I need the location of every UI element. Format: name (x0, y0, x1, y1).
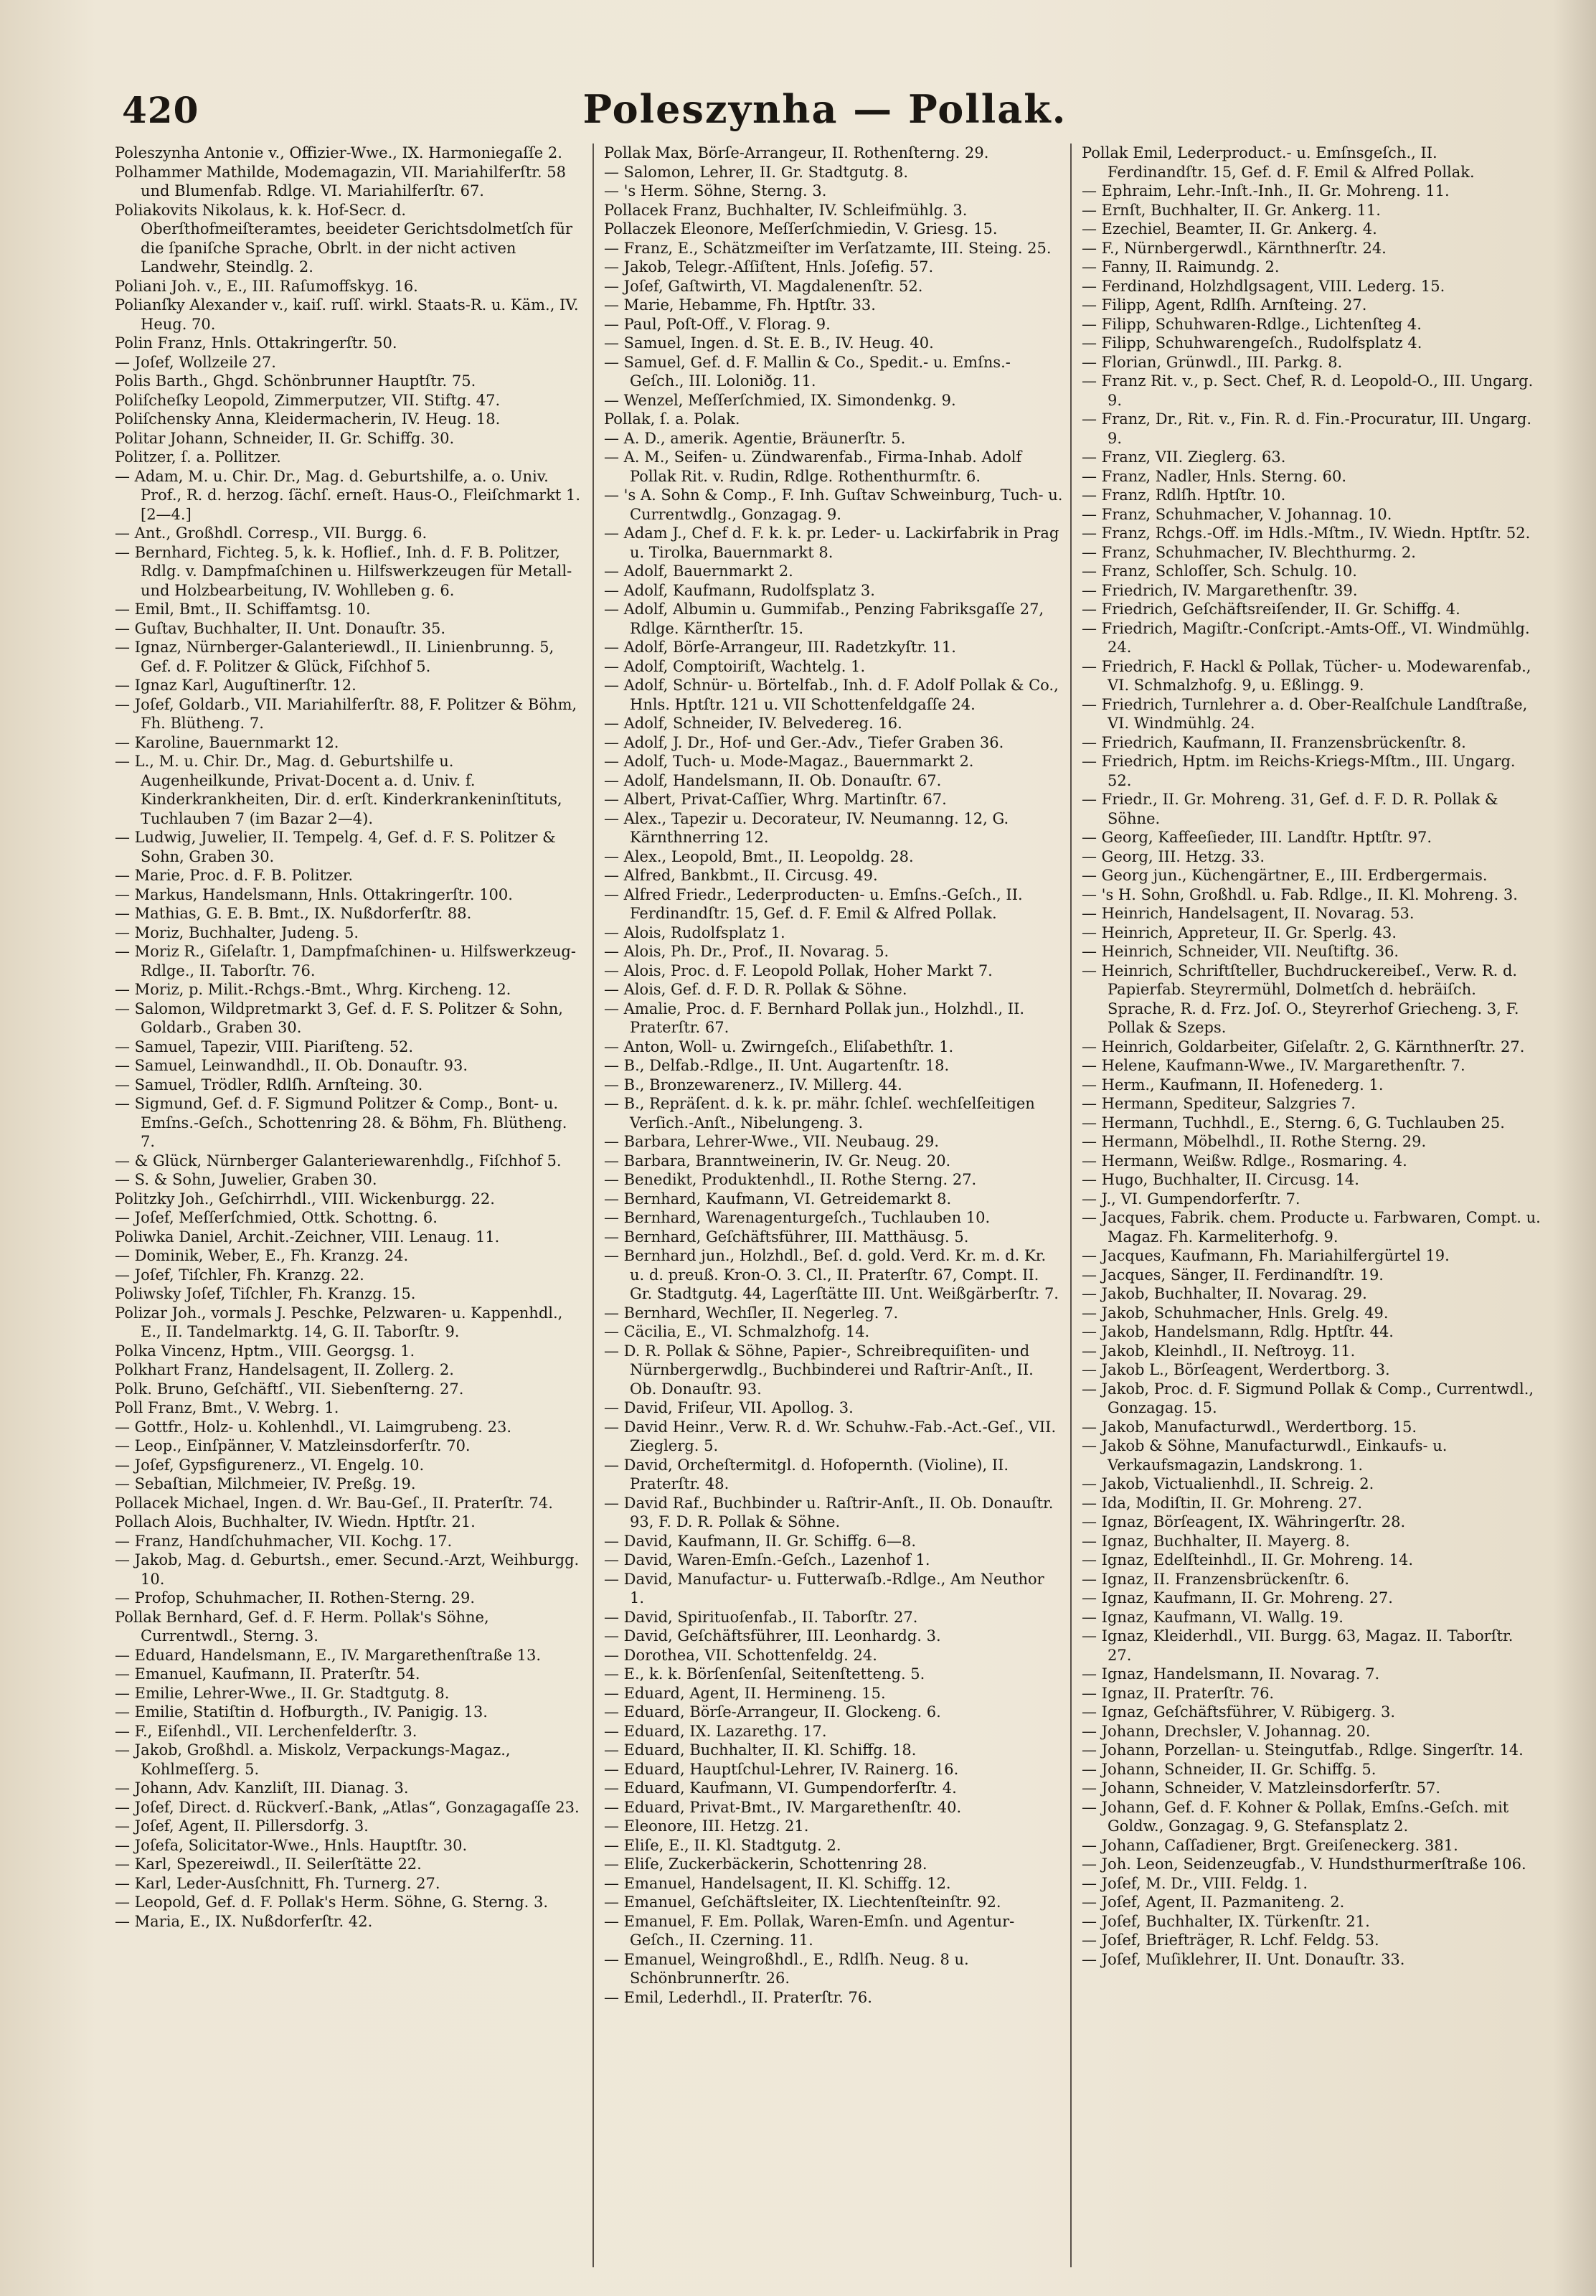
directory-entry: — Franz, Schloſſer, Sch. Schulg. 10. (1082, 563, 1357, 580)
directory-entry: — Barbara, Lehrer-Wwe., VII. Neubaug. 29. (604, 1133, 940, 1150)
directory-entry: — Emil, Bmt., II. Schiffamtsg. 10. (115, 601, 371, 618)
directory-entry: — Jakob, Schuhmacher, Hnls. Grelg. 49. (1082, 1304, 1389, 1322)
directory-entry: — Florian, Grünwdl., III. Parkg. 8. (1082, 353, 1343, 371)
directory-entry: — Ignaz, Edelſteinhdl., II. Gr. Mohreng. 14. (1082, 1551, 1414, 1568)
directory-entry: — Joſef, Agent, II. Pillersdorfg. 3. (115, 1817, 369, 1835)
page-number: 420 (122, 89, 199, 131)
directory-entry: — Adolf, Albumin u. Gummifab., Penzing Fabriksgaſſe 27, Rdlge. Kärntherſtr. 15. (604, 601, 1044, 637)
directory-entry: Poliwka Daniel, Archit.-Zeichner, VIII. Lenaug. 11. (115, 1228, 500, 1246)
directory-entry: — Friedrich, Turnlehrer a. d. Ober-Realſchule Landſtraße, VI. Windmühlg. 24. (1082, 695, 1528, 732)
directory-entry: — Franz, VII. Zieglerg. 63. (1082, 448, 1286, 466)
directory-entry: — Bernhard jun., Holzhdl., Beſ. d. gold. Verd. Kr. m. d. Kr. u. d. preuß. Kron-O. 3. Cl., II. Praterſtr. 67, Compt. II. Gr. Stadtgutg. 44, Lagerſtätte III. Unt. Weißgärberſtr. 7. (604, 1247, 1059, 1302)
directory-entry: — Joſef, Wollzeile 27. (115, 353, 276, 371)
directory-entry: — Adolf, Comptoiriſt, Wachtelg. 1. (604, 657, 866, 675)
directory-entry: Polkhart Franz, Handelsagent, II. Zollerg. 2. (115, 1361, 454, 1378)
directory-entry: — B., Repräſent. d. k. k. pr. mähr. ſchleſ. wechſelſeitigen Verſich.-Anſt., Nibelungeng. 3. (604, 1095, 1035, 1131)
directory-entry: — Hermann, Weißw. Rdlge., Rosmaring. 4. (1082, 1152, 1407, 1170)
directory-entry: — Ferdinand, Holzhdlgsagent, VIII. Lederg. 15. (1082, 277, 1445, 295)
directory-entry: — Alois, Rudolfsplatz 1. (604, 923, 785, 941)
directory-entry: Polianſky Alexander v., kaiſ. ruſſ. wirkl. Staats-R. u. Käm., IV. Heug. 70. (115, 296, 579, 333)
directory-entry: Polis Barth., Ghgd. Schönbrunner Hauptſtr. 75. (115, 372, 476, 390)
directory-entry: — Jacques, Fabrik. chem. Producte u. Farbwaren, Compt. u. Magaz. Fh. Karmeliterhofg. 9. (1082, 1209, 1541, 1246)
directory-entry: — Eduard, Hauptſchul-Lehrer, IV. Rainerg. 16. (604, 1760, 959, 1778)
directory-entry: — Ernſt, Buchhalter, II. Gr. Ankerg. 11. (1082, 201, 1381, 219)
directory-entry: — J., VI. Gumpendorferſtr. 7. (1082, 1190, 1300, 1208)
directory-entry: — Samuel, Gef. d. F. Mallin & Co., Spedit.- u. Emſns.-Geſch., III. Loloniðg. 11. (604, 353, 1011, 390)
directory-entry: — D. R. Pollak & Söhne, Papier-, Schreibrequiſiten- und Nürnbergerwdlg., Buchbinderei und Raſtrir-Anſt., II. Ob. Donauſtr. 93. (604, 1342, 1034, 1398)
directory-entry: — Emanuel, Kaufmann, II. Praterſtr. 54. (115, 1665, 420, 1683)
directory-entry: Politar Johann, Schneider, II. Gr. Schiffg. 30. (115, 429, 455, 447)
directory-entry: — Joſef, Buchhalter, IX. Türkenſtr. 21. (1082, 1912, 1370, 1930)
directory-entry: — B., Bronzewarenerz., IV. Millerg. 44. (604, 1076, 902, 1093)
directory-entry: — Eliſe, E., II. Kl. Stadtgutg. 2. (604, 1836, 841, 1854)
directory-entry: — David, Manufactur- u. Futterwaſb.-Rdlge., Am Neuthor 1. (604, 1570, 1044, 1606)
directory-entry: — Cäcilia, E., VI. Schmalzhofg. 14. (604, 1323, 870, 1340)
directory-entry: — Bernhard, Warenagenturgeſch., Tuchlauben 10. (604, 1209, 991, 1226)
directory-entry: — Emanuel, F. Em. Pollak, Waren-Emſn. und Agentur-Geſch., II. Czerning. 11. (604, 1912, 1015, 1949)
directory-entry: — Karl, Leder-Ausſchnitt, Fh. Turnerg. 27. (115, 1874, 440, 1892)
directory-entry: — Friedrich, Magiſtr.-Conſcript.-Amts-Off., VI. Windmühlg. 24. (1082, 619, 1530, 656)
directory-entry: — Franz, Dr., Rit. v., Fin. R. d. Fin.-Procuratur, III. Ungarg. 9. (1082, 410, 1532, 447)
column-right (1070, 144, 1548, 2267)
directory-entry: Poliſchensky Anna, Kleidermacherin, IV. Heug. 18. (115, 410, 501, 428)
directory-entry: Pollach Alois, Buchhalter, IV. Wiedn. Hptſtr. 21. (115, 1513, 476, 1530)
directory-entry: — Wenzel, Meſſerſchmied, IX. Simondenkg. 9. (604, 391, 956, 409)
directory-entry: Pollacek Franz, Buchhalter, IV. Schleifmühlg. 3. (604, 201, 968, 219)
directory-entry: — Friedrich, Geſchäftsreiſender, II. Gr. Schiffg. 4. (1082, 601, 1460, 618)
directory-entry: — Ezechiel, Beamter, II. Gr. Ankerg. 4. (1082, 220, 1377, 237)
directory-entry: — Heinrich, Goldarbeiter, Giſelaſtr. 2, G. Kärnthnerſtr. 27. (1082, 1038, 1525, 1055)
directory-entry: — Ignaz, Kaufmann, II. Gr. Mohreng. 27. (1082, 1589, 1393, 1606)
directory-entry: — Eduard, Kaufmann, VI. Gumpendorferſtr. 4. (604, 1779, 957, 1797)
directory-entry: — Mathias, G. E. B. Bmt., IX. Nußdorferſtr. 88. (115, 905, 472, 922)
directory-entry: — Leop., Einſpänner, V. Matzleinsdorferſtr. 70. (115, 1437, 471, 1454)
directory-entry: Poleszynha Antonie v., Offizier-Wwe., IX. Harmoniegaſſe 2. (115, 144, 562, 161)
directory-entry: — David Raf., Buchbinder u. Raſtrir-Anſt., II. Ob. Donauſtr. 93, F. D. R. Pollak & Söhne. (604, 1494, 1054, 1530)
directory-entry: — Joſef, Gaſtwirth, VI. Magdalenenſtr. 52. (604, 277, 923, 295)
directory-entry: — Jakob L., Börſeagent, Werdertborg. 3. (1082, 1361, 1390, 1378)
directory-entry: — Joſef, Meſſerſchmied, Ottk. Schottng. 6. (115, 1209, 438, 1226)
directory-entry: — Hermann, Möbelhdl., II. Rothe Sterng. 29. (1082, 1133, 1427, 1150)
directory-entry: — Salomon, Wildpretmarkt 3, Gef. d. F. S. Politzer & Sohn, Goldarb., Graben 30. (115, 999, 563, 1036)
directory-entry: — Bernhard, Fichteg. 5, k. k. Hoflief., Inh. d. F. B. Politzer, Rdlg. v. Dampfmaſchinen u. Hilfswerkzeugen für Metall- und Holzbearbeitung, IV. Wohlleben g. 6. (115, 543, 572, 599)
directory-entry: — Adolf, Schnür- u. Börtelfab., Inh. d. F. Adolf Pollak & Co., Hnls. Hptſtr. 121 u. VII Schottenfeldgaſſe 24. (604, 677, 1059, 713)
directory-entry: — Franz, Nadler, Hnls. Sterng. 60. (1082, 467, 1346, 485)
directory-entry: — Georg, Kaffeeſieder, III. Landſtr. Hptſtr. 97. (1082, 829, 1432, 846)
directory-entry: — Filipp, Agent, Rdlſh. Arnſteing. 27. (1082, 296, 1367, 314)
directory-entry: — Heinrich, Appreteur, II. Gr. Sperlg. 43. (1082, 923, 1397, 941)
directory-entry: — Alois, Proc. d. F. Leopold Pollak, Hoher Markt 7. (604, 961, 993, 979)
directory-entry: — Jacques, Kaufmann, Fh. Mariahilfergürtel 19. (1082, 1247, 1450, 1264)
directory-entry: — Filipp, Schuhwaren-Rdlge., Lichtenſteg 4. (1082, 315, 1422, 333)
directory-entry: — Ignaz, II. Franzensbrückenſtr. 6. (1082, 1570, 1350, 1588)
directory-entry: Polin Franz, Hnls. Ottakringerſtr. 50. (115, 334, 397, 352)
directory-entry: — Jakob, Victualienhdl., II. Schreig. 2. (1082, 1475, 1374, 1492)
directory-entry: — Friedrich, Kaufmann, II. Franzensbrückenſtr. 8. (1082, 733, 1466, 751)
directory-entry: — Ignaz, II. Praterſtr. 76. (1082, 1684, 1275, 1702)
directory-entry: — & Glück, Nürnberger Galanteriewarenhdlg., Fiſchhof 5. (115, 1152, 562, 1170)
directory-entry: Pollak Max, Börſe-Arrangeur, II. Rothenſterng. 29. (604, 144, 989, 161)
directory-entry: — Ignaz, Börſeagent, IX. Währingerſtr. 28. (1082, 1513, 1406, 1530)
directory-entry: — Herm., Kaufmann, II. Hofenederg. 1. (1082, 1076, 1384, 1093)
directory-entry: — Marie, Hebamme, Fh. Hptſtr. 33. (604, 296, 876, 314)
directory-entry: — Franz, Schuhmacher, IV. Blechthurmg. 2. (1082, 543, 1416, 561)
directory-entry: Polka Vincenz, Hptm., VIII. Georgsg. 1. (115, 1342, 415, 1360)
directory-entry: — Moriz R., Giſelaſtr. 1, Dampfmaſchinen- u. Hilfswerkzeug-Rdlge., II. Taborſtr. 76. (115, 943, 576, 979)
directory-entry: — Ignaz, Kaufmann, VI. Wallg. 19. (1082, 1608, 1344, 1626)
directory-entry: — Jakob, Buchhalter, II. Novarag. 29. (1082, 1285, 1367, 1302)
directory-entry: — Eduard, Handelsmann, E., IV. Margarethenſtraße 13. (115, 1646, 542, 1664)
directory-entry: — Guſtav, Buchhalter, II. Unt. Donauſtr. 35. (115, 619, 446, 637)
directory-entry: — Adolf, Handelsmann, II. Ob. Donauſtr. 67. (604, 771, 942, 789)
directory-entry: — Adolf, Schneider, IV. Belvedereg. 16. (604, 715, 902, 732)
directory-entry: — Dorothea, VII. Schottenfeldg. 24. (604, 1646, 877, 1664)
directory-entry: — Emil, Lederhdl., II. Praterſtr. 76. (604, 1988, 872, 2006)
directory-entry: — Friedrich, F. Hackl & Pollak, Tücher- u. Modewarenfab., VI. Schmalzhofg. 9, u. Eßlingg. 9. (1082, 657, 1531, 694)
directory-entry: — Helene, Kaufmann-Wwe., IV. Margarethenſtr. 7. (1082, 1057, 1465, 1074)
directory-entry: — Albert, Privat-Caſſier, Whrg. Martinſtr. 67. (604, 791, 947, 808)
directory-entry: — E., k. k. Börſenſenſal, Seitenſtetteng. 5. (604, 1665, 925, 1683)
directory-entry: — Karl, Spezereiwdl., II. Seilerſtätte 22. (115, 1855, 422, 1873)
directory-entry: — Anton, Woll- u. Zwirngeſch., Eliſabethſtr. 1. (604, 1038, 954, 1055)
directory-entry: — Bernhard, Wechſler, II. Negerleg. 7. (604, 1304, 899, 1322)
directory-entry: — Adolf, J. Dr., Hof- und Ger.-Adv., Tiefer Graben 36. (604, 733, 1004, 751)
directory-entry: — L., M. u. Chir. Dr., Mag. d. Geburtshilfe u. Augenheilkunde, Privat-Docent a. d. Univ. f. Kinderkrankheiten, Dir. d. erſt. Kinderkrankeninſtituts, Tuchlauben 7 (im Bazar 2—4). (115, 753, 562, 827)
directory-entry: — Johann, Porzellan- u. Steingutfab., Rdlge. Singerſtr. 14. (1082, 1741, 1524, 1759)
directory-entry: — Eduard, Privat-Bmt., IV. Margarethenſtr. 40. (604, 1798, 962, 1816)
directory-entry: — Eduard, Agent, II. Hermineng. 15. (604, 1684, 886, 1702)
directory-entry: — Friedr., II. Gr. Mohreng. 31, Gef. d. F. D. R. Pollak & Söhne. (1082, 791, 1498, 827)
directory-entry: — Amalie, Proc. d. F. Bernhard Pollak jun., Holzhdl., II. Praterſtr. 67. (604, 999, 1025, 1036)
directory-entry: — Adolf, Bauernmarkt 2. (604, 563, 793, 580)
directory-entry: — Sebaſtian, Milchmeier, IV. Preßg. 19. (115, 1475, 416, 1492)
directory-entry: — Adolf, Börſe-Arrangeur, III. Radetzkyſtr. 11. (604, 639, 956, 656)
directory-entry: — David, Kaufmann, II. Gr. Schiffg. 6—8. (604, 1532, 917, 1550)
page-header (108, 79, 1542, 136)
directory-entry: — Adolf, Kaufmann, Rudolfsplatz 3. (604, 581, 875, 599)
directory-entry: — Sigmund, Gef. d. F. Sigmund Politzer & Comp., Bont- u. Emſns.-Geſch., Schottenring 28. & Böhm, Fh. Blütheng. 7. (115, 1095, 567, 1150)
directory-entry: — Paul, Poſt-Off., V. Florag. 9. (604, 315, 831, 333)
directory-entry: — Johann, Schneider, V. Matzleinsdorferſtr. 57. (1082, 1779, 1441, 1797)
directory-entry: — Ignaz, Nürnberger-Galanteriewdl., II. Linienbrunng. 5, Gef. d. F. Politzer & Glück, Fiſchhof 5. (115, 639, 554, 675)
directory-entry: — Emilie, Statiſtin d. Hofburgth., IV. Panigig. 13. (115, 1703, 488, 1721)
directory-entry: — Jacques, Sänger, II. Ferdinandſtr. 19. (1082, 1266, 1384, 1284)
directory-entry: — B., Delfab.-Rdlge., II. Unt. Augartenſtr. 18. (604, 1057, 950, 1074)
directory-entry: — Hermann, Spediteur, Salzgries 7. (1082, 1095, 1356, 1112)
directory-entry: Pollak Bernhard, Gef. d. F. Herm. Pollak's Söhne, Currentwdl., Sterng. 3. (115, 1608, 489, 1645)
directory-entry: — Heinrich, Schneider, VII. Neuſtiftg. 36. (1082, 943, 1399, 960)
directory-entry: — Adam, M. u. Chir. Dr., Mag. d. Geburtshilfe, a. o. Univ. Prof., R. d. herzog. ſächſ. erneſt. Haus-O., Fleiſchmarkt 1. [2—4.] (115, 467, 581, 523)
directory-entry: — Joſef, Briefträger, R. Lchf. Feldg. 53. (1082, 1932, 1379, 1949)
directory-entry: — Franz, Rdlſh. Hptſtr. 10. (1082, 486, 1286, 504)
directory-entry: — A. D., amerik. Agentie, Bräunerſtr. 5. (604, 429, 906, 447)
directory-entry: — Joſef, Gypsfigurenerz., VI. Engelg. 10. (115, 1456, 425, 1474)
directory-entry: — Franz, Rchgs.-Off. im Hdls.-Mſtm., IV. Wiedn. Hptſtr. 52. (1082, 524, 1531, 542)
directory-entry: Pollacek Michael, Ingen. d. Wr. Bau-Geſ., II. Praterſtr. 74. (115, 1494, 553, 1512)
directory-entry: — Jakob, Manufacturwdl., Werdertborg. 15. (1082, 1418, 1417, 1436)
directory-entry: — Dominik, Weber, E., Fh. Kranzg. 24. (115, 1247, 409, 1264)
directory-entry: — Marie, Proc. d. F. B. Politzer. (115, 867, 354, 884)
directory-entry: — Samuel, Trödler, Rdlſh. Arnſteing. 30. (115, 1076, 423, 1093)
directory-entry: — Alex., Tapezir u. Decorateur, IV. Neumanng. 12, G. Kärnthnerring 12. (604, 809, 1009, 846)
directory-entry: — S. & Sohn, Juwelier, Graben 30. (115, 1171, 377, 1188)
directory-entry: Pollak, ſ. a. Polak. (604, 410, 740, 428)
directory-entry: — Moriz, Buchhalter, Judeng. 5. (115, 923, 359, 941)
directory-entry: — David Heinr., Verw. R. d. Wr. Schuhw.-Fab.-Act.-Geſ., VII. Zieglerg. 5. (604, 1418, 1057, 1454)
directory-entry: — Samuel, Leinwandhdl., II. Ob. Donauſtr. 93. (115, 1057, 468, 1074)
directory-entry: — Samuel, Tapezir, VIII. Piariſteng. 52. (115, 1038, 414, 1055)
column-middle (592, 144, 1070, 2267)
directory-entry: Pollaczek Eleonore, Meſſerſchmiedin, V. Griesg. 15. (604, 220, 998, 237)
directory-entry: — Ant., Großhdl. Corresp., VII. Burgg. 6. (115, 524, 428, 542)
directory-entry: — Adolf, Tuch- u. Mode-Magaz., Bauernmarkt 2. (604, 753, 974, 770)
directory-entry: — Georg jun., Küchengärtner, E., III. Erdbergermais. (1082, 867, 1488, 884)
directory-entry: — Joſef, Agent, II. Pazmaniteng. 2. (1082, 1893, 1345, 1911)
directory-entry: — Jakob, Proc. d. F. Sigmund Pollak & Comp., Currentwdl., Gonzagag. 15. (1082, 1380, 1534, 1416)
directory-entry: Poliwsky Joſef, Tiſchler, Fh. Kranzg. 15. (115, 1285, 416, 1302)
directory-entry: — Joſef, Goldarb., VII. Mariahilferſtr. 88, F. Politzer & Böhm, Fh. Blütheng. 7. (115, 695, 577, 732)
directory-entry: — Hermann, Tuchhdl., E., Sterng. 6, G. Tuchlauben 25. (1082, 1114, 1505, 1131)
directory-entry: — Fanny, II. Raimundg. 2. (1082, 258, 1280, 276)
directory-entry: — Profop, Schuhmacher, II. Rothen-Sterng. 29. (115, 1589, 476, 1606)
directory-entry: — Markus, Handelsmann, Hnls. Ottakringerſtr. 100. (115, 885, 513, 903)
directory-entry: — Ignaz Karl, Auguſtinerſtr. 12. (115, 677, 356, 694)
directory-entry: Poliakovits Nikolaus, k. k. Hof-Secr. d. Oberſthofmeiſteramtes, beeideter Gerichtsdolmetſch für die ſpaniſche Sprache, Obrlt. in der nicht activen Landwehr, Steindlg. 2. (115, 201, 573, 276)
directory-entry: — Eduard, Buchhalter, II. Kl. Schiffg. 18. (604, 1741, 917, 1759)
directory-entry: Poll Franz, Bmt., V. Webrg. 1. (115, 1399, 339, 1416)
directory-entry: — Benedikt, Produktenhdl., II. Rothe Sterng. 27. (604, 1171, 977, 1188)
directory-entry: — Bernhard, Geſchäftsführer, III. Matthäusg. 5. (604, 1228, 969, 1246)
directory-entry: — F., Eiſenhdl., VII. Lerchenfelderſtr. 3. (115, 1722, 417, 1740)
directory-entry: — Franz, Schuhmacher, V. Johannag. 10. (1082, 505, 1392, 523)
directory-entry: — Salomon, Lehrer, II. Gr. Stadtgutg. 8. (604, 163, 909, 181)
directory-entry: Polizar Joh., vormals J. Peschke, Pelzwaren- u. Kappenhdl., E., II. Tandelmarktg. 14, G. II. Taborſtr. 9. (115, 1304, 563, 1340)
directory-entry: — Joſefa, Solicitator-Wwe., Hnls. Hauptſtr. 30. (115, 1836, 468, 1854)
directory-entry: — Georg, III. Hetzg. 33. (1082, 847, 1265, 865)
directory-entry: Polk. Bruno, Geſchäftſ., VII. Siebenſterng. 27. (115, 1380, 464, 1398)
directory-entry: — Ignaz, Handelsmann, II. Novarag. 7. (1082, 1665, 1380, 1683)
directory-entry: — F., Nürnbergerwdl., Kärnthnerſtr. 24. (1082, 239, 1387, 257)
directory-entry: Poliani Joh. v., E., III. Raſumoffskyg. 16. (115, 277, 418, 295)
directory-entry: — Eduard, IX. Lazarethg. 17. (604, 1722, 827, 1740)
directory-entry: — Bernhard, Kaufmann, VI. Getreidemarkt 8. (604, 1190, 952, 1208)
directory-entry: — Emilie, Lehrer-Wwe., II. Gr. Stadtgutg. 8. (115, 1684, 450, 1702)
directory-entry: — Johann, Gef. d. F. Kohner & Pollak, Emſns.-Geſch. mit Goldw., Gonzagag. 9, G. Stefansplatz 2. (1082, 1798, 1509, 1835)
directory-entry: — Hugo, Buchhalter, II. Circusg. 14. (1082, 1171, 1359, 1188)
directory-entry: — Jakob, Telegr.-Aſſiſtent, Hnls. Joſefig. 57. (604, 258, 934, 276)
directory-entry: — Ida, Modiſtin, II. Gr. Mohreng. 27. (1082, 1494, 1363, 1512)
directory-entry: — Heinrich, Schriftſteller, Buchdruckereibeſ., Verw. R. d. Papierfab. Steyrermühl, Dolmetſch d. hebräiſch. Sprache, R. d. Frz. Joſ. O., Steyrerhof Griecheng. 3, F. Pollak & Szeps. (1082, 961, 1519, 1036)
directory-entry: — Alois, Gef. d. F. D. R. Pollak & Söhne. (604, 981, 907, 998)
directory-entry: — Joh. Leon, Seidenzeugfab., V. Hundsthurmerſtraße 106. (1082, 1855, 1526, 1873)
directory-entry: — Emanuel, Geſchäftsleiter, IX. Liechtenſteinſtr. 92. (604, 1893, 1001, 1911)
directory-entry: — Johann, Caſſadiener, Brgt. Greiſeneckerg. 381. (1082, 1836, 1458, 1854)
page-title: Poleszynha — Pollak. (582, 86, 1067, 132)
directory-entry: — Johann, Adv. Kanzliſt, III. Dianag. 3. (115, 1779, 409, 1797)
directory-entry: Politzky Joh., Geſchirrhdl., VIII. Wickenburgg. 22. (115, 1190, 495, 1208)
directory-entry: — Adam J., Chef d. F. k. k. pr. Leder- u. Lackirfabrik in Prag u. Tirolka, Bauernmarkt 8. (604, 524, 1059, 561)
directory-entry: — Jakob, Kleinhdl., II. Neſtroyg. 11. (1082, 1342, 1356, 1360)
directory-entry: — Jakob, Großhdl. a. Miskolz, Verpackungs-Magaz., Kohlmeſſerg. 5. (115, 1741, 511, 1778)
directory-entry: — Jakob, Mag. d. Geburtsh., emer. Secund.-Arzt, Weihburgg. 10. (115, 1551, 580, 1588)
directory-entry: — Eliſe, Zuckerbäckerin, Schottenring 28. (604, 1855, 927, 1873)
directory-entry: — Jakob & Söhne, Manufacturwdl., Einkaufs- u. Verkaufsmagazin, Landskrong. 1. (1082, 1437, 1448, 1474)
directory-entry: — Franz, E., Schätzmeiſter im Verſatzamte, III. Steing. 25. (604, 239, 1052, 257)
directory-entry: — Franz Rit. v., p. Sect. Chef, R. d. Leopold-O., III. Ungarg. 9. (1082, 372, 1534, 409)
column-left (115, 144, 592, 2267)
directory-entry: — Joſef, M. Dr., VIII. Feldg. 1. (1082, 1874, 1308, 1892)
directory-entry: — Ignaz, Buchhalter, II. Mayerg. 8. (1082, 1532, 1350, 1550)
directory-entry: — Joſef, Tiſchler, Fh. Kranzg. 22. (115, 1266, 364, 1284)
directory-entry: Poliſcheſky Leopold, Zimmerputzer, VII. Stiftg. 47. (115, 391, 501, 409)
directory-entry: — Joſef, Direct. d. Rückverſ.-Bank, „Atlas“, Gonzagagaſſe 23. (115, 1798, 580, 1816)
directory-entry: — Eduard, Börſe-Arrangeur, II. Glockeng. 6. (604, 1703, 941, 1721)
directory-entry: — David, Friſeur, VII. Apollog. 3. (604, 1399, 854, 1416)
directory-entry: Politzer, ſ. a. Pollitzer. (115, 448, 281, 466)
directory-entry: — David, Geſchäftsführer, III. Leonhardg. 3. (604, 1627, 941, 1645)
directory-entry: — Friedrich, IV. Margarethenſtr. 39. (1082, 581, 1358, 599)
directory-entry: — David, Spirituoſenfab., II. Taborſtr. 27. (604, 1608, 918, 1626)
directory-columns (115, 144, 1549, 2267)
directory-entry: — Heinrich, Handelsagent, II. Novarag. 53. (1082, 905, 1415, 922)
directory-entry: — 's Herm. Söhne, Sterng. 3. (604, 182, 827, 199)
directory-entry: — Karoline, Bauernmarkt 12. (115, 733, 339, 751)
directory-entry: — Barbara, Branntweinerin, IV. Gr. Neug. 20. (604, 1152, 951, 1170)
directory-entry: — Emanuel, Handelsagent, II. Kl. Schiffg. 12. (604, 1874, 951, 1892)
directory-entry: — Ignaz, Kleiderhdl., VII. Burgg. 63, Magaz. II. Taborſtr. 27. (1082, 1627, 1514, 1664)
directory-entry: — Johann, Drechsler, V. Johannag. 20. (1082, 1722, 1371, 1740)
directory-entry: — A. M., Seifen- u. Zündwarenfab., Firma-Inhab. Adolf Pollak Rit. v. Rudin, Rdlge. Rothenthurmſtr. 6. (604, 448, 1022, 485)
directory-entry: — David, Waren-Emſn.-Geſch., Lazenhof 1. (604, 1551, 930, 1568)
directory-entry: — Filipp, Schuhwarengeſch., Rudolfsplatz 4. (1082, 334, 1422, 352)
directory-entry: — Ephraim, Lehr.-Inſt.-Inh., II. Gr. Mohreng. 11. (1082, 182, 1450, 199)
directory-entry: — Johann, Schneider, II. Gr. Schiffg. 5. (1082, 1760, 1377, 1778)
directory-entry: — Ignaz, Geſchäftsführer, V. Rübigerg. 3. (1082, 1703, 1396, 1721)
directory-entry: — Leopold, Gef. d. F. Pollak's Herm. Söhne, G. Sterng. 3. (115, 1893, 549, 1911)
page-edge-shadow (1553, 0, 1596, 2296)
directory-entry: — Alex., Leopold, Bmt., II. Leopoldg. 28. (604, 847, 914, 865)
directory-entry: — Friedrich, Hptm. im Reichs-Kriegs-Mſtm., III. Ungarg. 52. (1082, 753, 1516, 789)
directory-entry: Polhammer Mathilde, Modemagazin, VII. Mariahilferſtr. 58 und Blumenfab. Rdlge. VI. Mariahilferſtr. 67. (115, 163, 566, 199)
directory-entry: — Joſef, Muſiklehrer, II. Unt. Donauſtr. 33. (1082, 1950, 1405, 1968)
directory-entry: — Gottfr., Holz- u. Kohlenhdl., VI. Laimgrubeng. 23. (115, 1418, 512, 1436)
directory-entry: — Maria, E., IX. Nußdorferſtr. 42. (115, 1912, 373, 1930)
directory-entry: — David, Orcheſtermitgl. d. Hofopernth. (Violine), II. Praterſtr. 48. (604, 1456, 1009, 1492)
directory-entry: — Jakob, Handelsmann, Rdlg. Hptſtr. 44. (1082, 1323, 1394, 1340)
directory-entry: — Moriz, p. Milit.-Rchgs.-Bmt., Whrg. Kircheng. 12. (115, 981, 511, 998)
directory-entry: — 's H. Sohn, Großhdl. u. Fab. Rdlge., II. Kl. Mohreng. 3. (1082, 885, 1518, 903)
directory-entry: — Samuel, Ingen. d. St. E. B., IV. Heug. 40. (604, 334, 934, 352)
directory-entry: — Eleonore, III. Hetzg. 21. (604, 1817, 809, 1835)
directory-entry: — 's A. Sohn & Comp., F. Inh. Guſtav Schweinburg, Tuch- u. Currentwdlg., Gonzagag. 9. (604, 486, 1063, 523)
directory-entry: — Franz, Handſchuhmacher, VII. Kochg. 17. (115, 1532, 453, 1550)
directory-entry: — Alfred, Bankbmt., II. Circusg. 49. (604, 867, 878, 884)
directory-entry: — Emanuel, Weingroßhdl., E., Rdlſh. Neug. 8 u. Schönbrunnerſtr. 26. (604, 1950, 969, 1987)
directory-entry: Pollak Emil, Lederproduct.- u. Emſnsgeſch., II. Ferdinandſtr. 15, Gef. d. F. Emil & Alfred Pollak. (1082, 144, 1475, 181)
directory-entry: — Alois, Ph. Dr., Prof., II. Novarag. 5. (604, 943, 889, 960)
directory-entry: — Ludwig, Juwelier, II. Tempelg. 4, Gef. d. F. S. Politzer & Sohn, Graben 30. (115, 829, 556, 865)
directory-entry: — Alfred Friedr., Lederproducten- u. Emſns.-Geſch., II. Ferdinandſtr. 15, Gef. d. F. Emil & Alfred Pollak. (604, 885, 1023, 922)
